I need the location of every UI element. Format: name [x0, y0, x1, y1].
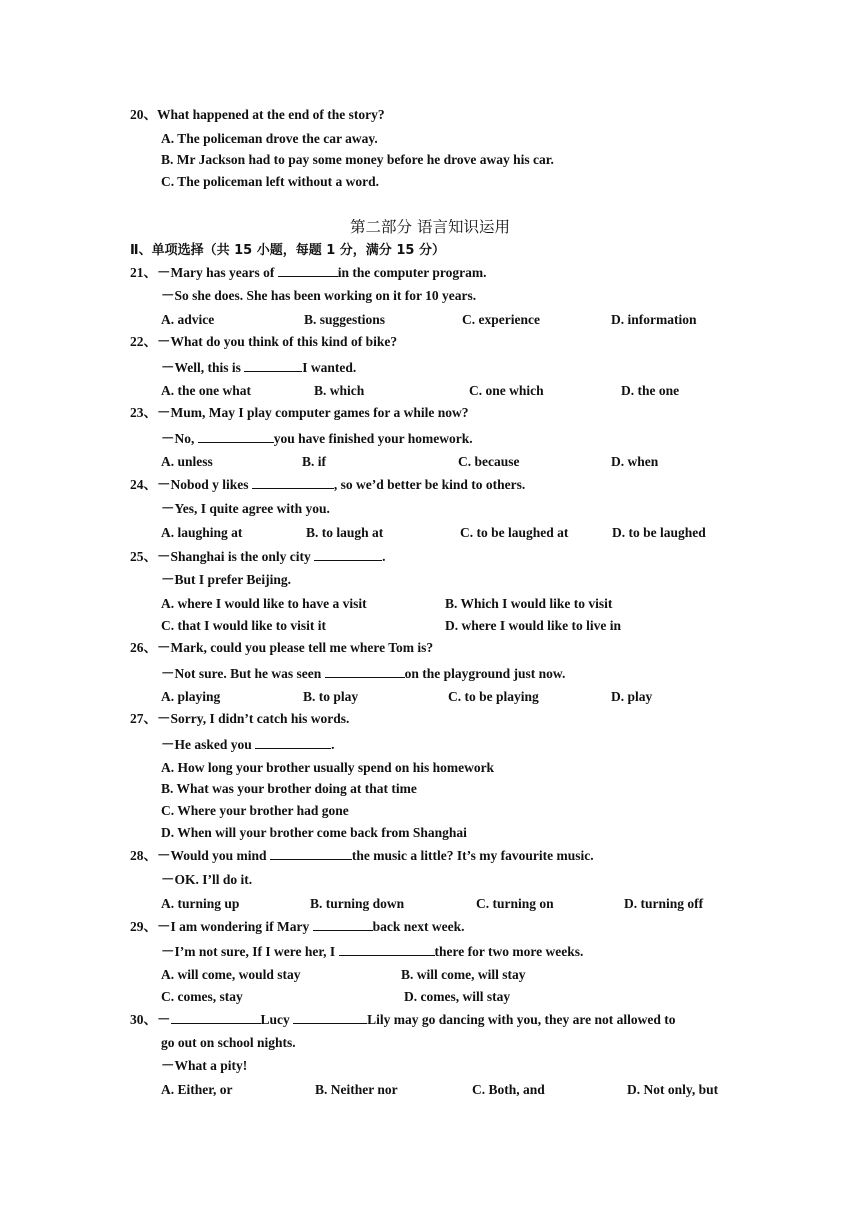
- q22-response: －Well, this is I wanted.: [161, 360, 357, 375]
- q25-option-b: B. Which I would like to visit: [445, 596, 613, 611]
- question-21: 21、－Mary has years of in the computer program.: [130, 265, 487, 280]
- q24-option-d: D. to be laughed: [612, 525, 706, 540]
- q23-option-d: D. when: [611, 454, 659, 469]
- question-26: 26、－Mark, could you please tell me where Tom is?: [130, 640, 434, 655]
- question-30-continued: go out on school nights.: [161, 1035, 296, 1050]
- part2-title: 第二部分 语言知识运用: [350, 218, 510, 236]
- section-title: Ⅱ、单项选择（共 15 小题，每题 1 分，满分 15 分）: [130, 243, 445, 258]
- q28-option-b: B. turning down: [310, 896, 405, 911]
- q23-option-a: A. unless: [161, 454, 213, 469]
- q27-response: －He asked you .: [161, 737, 335, 752]
- q28-option-a: A. turning up: [161, 896, 240, 911]
- q26-response: －Not sure. But he was seen on the playground just now.: [161, 666, 566, 681]
- q21-response: －So she does. She has been working on it for 10 years.: [161, 288, 477, 303]
- q25-option-c: C. that I would like to visit it: [161, 618, 327, 633]
- q21-option-a: A. advice: [161, 312, 215, 327]
- q24-option-a: A. laughing at: [161, 525, 243, 540]
- q27-option-a: A. How long your brother usually spend on his homework: [161, 760, 495, 775]
- q26-option-b: B. to play: [303, 689, 359, 704]
- q30-option-a: A. Either, or: [161, 1082, 233, 1097]
- q20-option-c: C. The policeman left without a word.: [161, 174, 379, 189]
- q26-option-c: C. to be playing: [448, 689, 539, 704]
- question-24: 24、－Nobod y likes , so we’d better be kind to others.: [130, 477, 526, 492]
- q26-option-a: A. playing: [161, 689, 221, 704]
- question-28: 28、－Would you mind the music a little? It’s my favourite music.: [130, 848, 594, 863]
- q30-option-c: C. Both, and: [472, 1082, 545, 1097]
- q25-option-d: D. where I would like to live in: [445, 618, 622, 633]
- q28-response: －OK. I’ll do it.: [161, 872, 253, 887]
- q20-option-a: A. The policeman drove the car away.: [161, 131, 378, 146]
- q29-option-b: B. will come, will stay: [401, 967, 526, 982]
- q22-option-b: B. which: [314, 383, 365, 398]
- q30-option-d: D. Not only, but: [627, 1082, 719, 1097]
- q25-option-a: A. where I would like to have a visit: [161, 596, 367, 611]
- q27-option-b: B. What was your brother doing at that time: [161, 781, 417, 796]
- q27-option-d: D. When will your brother come back from Shanghai: [161, 825, 467, 840]
- question-22: 22、－What do you think of this kind of bike?: [130, 334, 398, 349]
- question-23: 23、－Mum, May I play computer games for a while now?: [130, 405, 469, 420]
- q23-option-b: B. if: [302, 454, 327, 469]
- q22-option-d: D. the one: [621, 383, 680, 398]
- q21-option-b: B. suggestions: [304, 312, 386, 327]
- q29-option-a: A. will come, would stay: [161, 967, 301, 982]
- q25-response: －But I prefer Beijing.: [161, 572, 291, 587]
- q22-option-c: C. one which: [469, 383, 544, 398]
- question-27: 27、－Sorry, I didn’t catch his words.: [130, 711, 350, 726]
- q29-response: －I’m not sure, If I were her, I there for two more weeks.: [161, 944, 584, 959]
- q23-option-c: C. because: [458, 454, 520, 469]
- question-20: 20、What happened at the end of the story?: [130, 107, 385, 122]
- q23-response: －No, you have finished your homework.: [161, 431, 473, 446]
- q24-option-c: C. to be laughed at: [460, 525, 569, 540]
- q27-option-c: C. Where your brother had gone: [161, 803, 349, 818]
- q29-option-c: C. comes, stay: [161, 989, 243, 1004]
- q29-option-d: D. comes, will stay: [404, 989, 511, 1004]
- q24-option-b: B. to laugh at: [306, 525, 384, 540]
- q28-option-d: D. turning off: [624, 896, 704, 911]
- q22-option-a: A. the one what: [161, 383, 251, 398]
- q21-option-c: C. experience: [462, 312, 540, 327]
- q24-response: －Yes, I quite agree with you.: [161, 501, 330, 516]
- q28-option-c: C. turning on: [476, 896, 554, 911]
- q26-option-d: D. play: [611, 689, 653, 704]
- q20-option-b: B. Mr Jackson had to pay some money before he drove away his car.: [161, 152, 554, 167]
- q30-response: －What a pity!: [161, 1058, 248, 1073]
- question-25: 25、－Shanghai is the only city .: [130, 549, 386, 564]
- question-30: 30、－ Lucy Lily may go dancing with you, they are not allowed to: [130, 1012, 676, 1027]
- question-29: 29、－I am wondering if Mary back next week.: [130, 919, 465, 934]
- q21-option-d: D. information: [611, 312, 697, 327]
- q30-option-b: B. Neither nor: [315, 1082, 398, 1097]
